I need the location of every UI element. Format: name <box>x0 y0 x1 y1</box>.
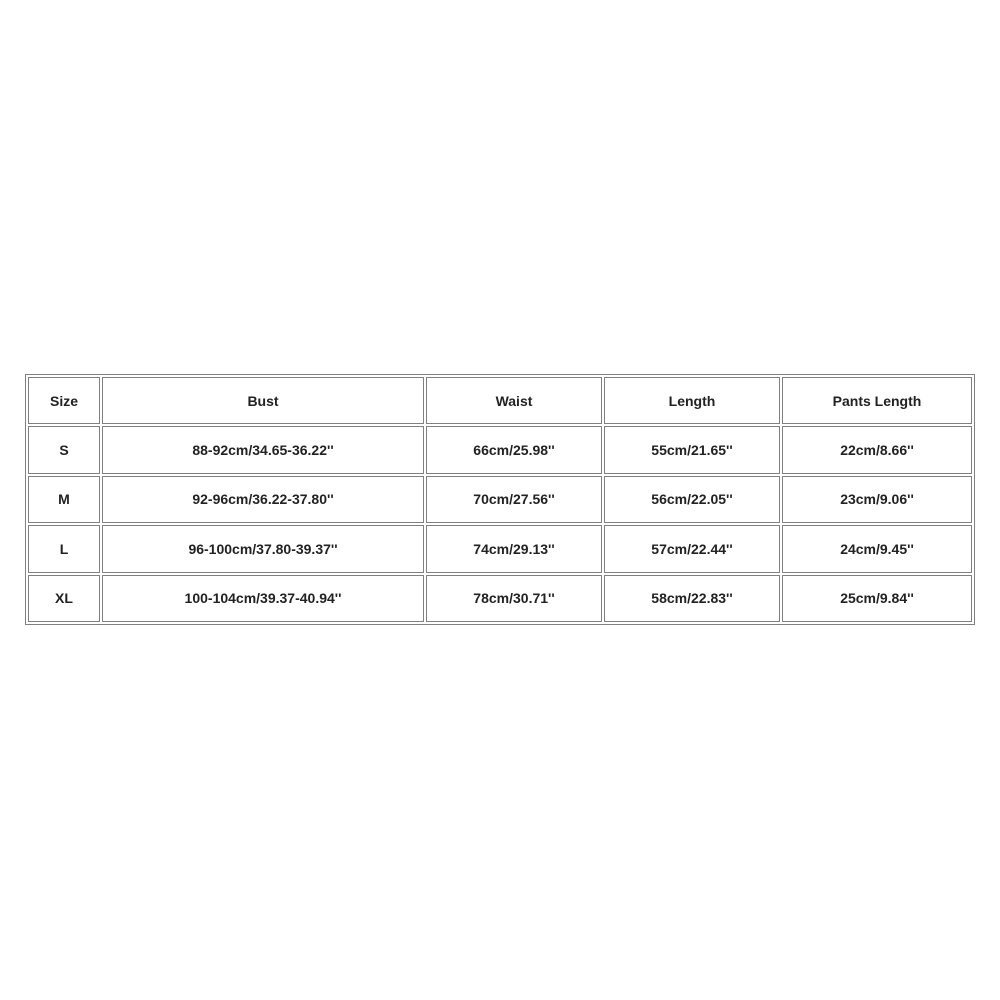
cell-length: 55cm/21.65'' <box>604 426 780 473</box>
table-row <box>28 426 972 473</box>
table-row <box>28 476 972 523</box>
cell-bust: 92-96cm/36.22-37.80'' <box>102 476 424 523</box>
cell-pants-length: 24cm/9.45'' <box>782 525 972 572</box>
cell-length: 57cm/22.44'' <box>604 525 780 572</box>
cell-bust: 88-92cm/34.65-36.22'' <box>102 426 424 473</box>
table-row <box>28 575 972 622</box>
cell-bust: 100-104cm/39.37-40.94'' <box>102 575 424 622</box>
cell-length: 56cm/22.05'' <box>604 476 780 523</box>
cell-bust: 96-100cm/37.80-39.37'' <box>102 525 424 572</box>
header-bust: Bust <box>102 377 424 424</box>
cell-waist: 74cm/29.13'' <box>426 525 602 572</box>
cell-pants-length: 25cm/9.84'' <box>782 575 972 622</box>
cell-waist: 66cm/25.98'' <box>426 426 602 473</box>
header-waist: Waist <box>426 377 602 424</box>
cell-waist: 78cm/30.71'' <box>426 575 602 622</box>
cell-waist: 70cm/27.56'' <box>426 476 602 523</box>
header-row <box>28 377 972 424</box>
header-length: Length <box>604 377 780 424</box>
size-chart-table <box>25 374 975 625</box>
table-row <box>28 525 972 572</box>
cell-length: 58cm/22.83'' <box>604 575 780 622</box>
header-pants-length: Pants Length <box>782 377 972 424</box>
cell-size: L <box>28 525 100 572</box>
cell-size: XL <box>28 575 100 622</box>
header-size: Size <box>28 377 100 424</box>
cell-size: M <box>28 476 100 523</box>
cell-size: S <box>28 426 100 473</box>
cell-pants-length: 23cm/9.06'' <box>782 476 972 523</box>
cell-pants-length: 22cm/8.66'' <box>782 426 972 473</box>
